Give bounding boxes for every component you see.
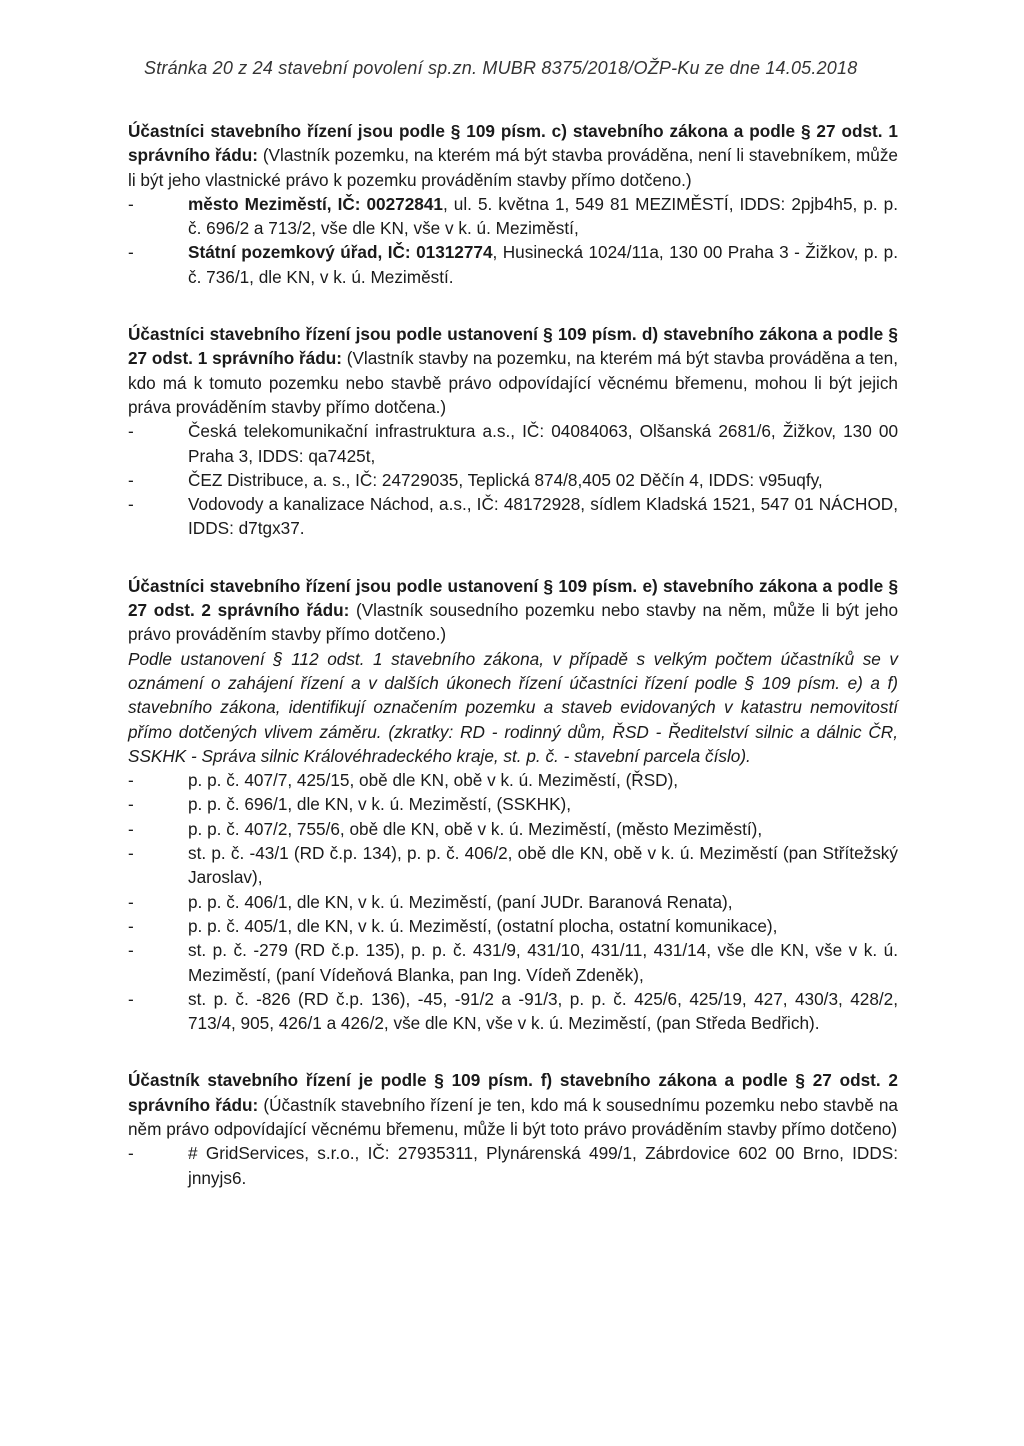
list-dash: - [128, 242, 134, 263]
section-heading-bold: Účastníci stavebního řízení jsou podle ustanovení § 109 písm. e) stavebního zákona a podle § 27 odst. 2 správního řádu: [128, 575, 898, 621]
section-heading [128, 119, 898, 192]
list-dash: - [128, 494, 134, 515]
section-heading [128, 1068, 898, 1141]
list-item-text: Vodovody a kanalizace Náchod, a.s., IČ: 48172928, sídlem Kladská 1521, 547 01 NÁCHOD, IDDS: d7tgx37. [188, 494, 898, 539]
list-dash: - [128, 469, 134, 490]
section-heading [128, 574, 898, 647]
list-item [128, 492, 898, 541]
list-dash: - [128, 770, 134, 791]
list-item-text: p. p. č. 407/2, 755/6, obě dle KN, obě v k. ú. Meziměstí, (město Meziměstí), [188, 818, 763, 839]
list-item-text: p. p. č. 407/7, 425/15, obě dle KN, obě v k. ú. Meziměstí, (ŘSD), [188, 770, 679, 791]
document-page [128, 58, 898, 1223]
list-item [128, 192, 898, 241]
section-participants-c [128, 119, 898, 289]
list-item-text: # GridServices, s.r.o., IČ: 27935311, Plynárenská 499/1, Zábrdovice 602 00 Brno, IDDS: jnnyjs6. [188, 1143, 898, 1188]
section-heading-bold: Účastník stavebního řízení je podle § 109 písm. f) stavebního zákona a podle § 27 odst. 2 správního řádu: [128, 1070, 898, 1115]
list-dash: - [128, 818, 134, 839]
list-dash: - [128, 891, 134, 912]
participant-list [128, 419, 898, 540]
list-item-text: Česká telekomunikační infrastruktura a.s., IČ: 04084063, Olšanská 2681/6, Žižkov, 130 00 Praha 3, IDDS: qa7425t, [188, 421, 898, 466]
list-dash: - [128, 421, 134, 442]
list-dash: - [128, 988, 134, 1009]
list-item [128, 240, 898, 289]
list-item [128, 890, 898, 914]
section-note: Podle ustanovení § 112 odst. 1 stavebního zákona, v případě s velkým počtem účastníků se v oznámení o zahájení řízení a v dalších úkonech řízení účastníci řízení podle § 109 písm. e) a f) stavebního zákona, identifikují označením pozemku a staveb evidovaných v katastru nemovitostí přímo dotčených vlivem záměru. (zkratky: RD - rodinný dům, ŘSD - Ředitelství silnic a dálnic ČR, SSKHK - Správa silnic Královéhradeckého kraje, st. p. č. - stavební parcela číslo). [128, 648, 898, 766]
list-item [128, 768, 898, 792]
list-item-text: ČEZ Distribuce, a. s., IČ: 24729035, Teplická 874/8,405 02 Děčín 4, IDDS: v95uqfy, [188, 469, 823, 490]
list-item [128, 987, 898, 1036]
list-item [128, 841, 898, 890]
parcel-list [128, 768, 898, 1035]
participant-name: město Meziměstí, IČ: 00272841 [188, 193, 443, 214]
section-participants-f [128, 1068, 898, 1189]
section-heading-text: (Vlastník pozemku, na kterém má být stavba prováděna, není li stavebníkem, může li být jeho vlastnické právo k pozemku prováděním stavby přímo dotčeno.) [128, 145, 898, 190]
list-item [128, 419, 898, 468]
section-heading [128, 322, 898, 419]
list-dash: - [128, 1143, 134, 1164]
list-dash: - [128, 940, 134, 961]
list-item-text: p. p. č. 405/1, dle KN, v k. ú. Meziměstí, (ostatní plocha, ostatní komunikace), [188, 915, 778, 936]
participant-details: , Husinecká 1024/11a, 130 00 Praha 3 - Žižkov, p. p. č. 736/1, dle KN, v k. ú. Meziměstí. [188, 242, 898, 287]
section-participants-d [128, 322, 898, 541]
list-item [128, 914, 898, 938]
list-item [128, 1141, 898, 1190]
section-heading-bold: Účastníci stavebního řízení jsou podle ustanovení § 109 písm. d) stavebního zákona a podle § 27 odst. 1 správního řádu: [128, 324, 898, 369]
section-heading-bold: Účastníci stavebního řízení jsou podle § 109 písm. c) stavebního zákona a podle § 27 odst. 1 správního řádu: [128, 121, 898, 166]
section-heading-text: (Účastník stavebního řízení je ten, kdo má k sousednímu pozemku nebo stavbě na něm právo odpovídající věcnému břemenu, může li být toto právo prováděním stavby přímo dotčeno) [128, 1094, 898, 1139]
participant-list [128, 1141, 898, 1190]
list-dash: - [128, 193, 134, 214]
list-item-text: p. p. č. 406/1, dle KN, v k. ú. Meziměstí, (paní JUDr. Baranová Renata), [188, 891, 733, 912]
list-dash: - [128, 794, 134, 815]
participant-details: , ul. 5. května 1, 549 81 MEZIMĚSTÍ, IDDS: 2pjb4h5, p. p. č. 696/2 a 713/2, vše dle KN, vše v k. ú. Meziměstí, [188, 193, 898, 239]
list-item-text: p. p. č. 696/1, dle KN, v k. ú. Meziměstí, (SSKHK), [188, 794, 572, 815]
list-item [128, 938, 898, 987]
list-dash: - [128, 915, 134, 936]
participant-name: Státní pozemkový úřad, IČ: 01312774 [188, 242, 493, 263]
section-participants-e [128, 574, 898, 1036]
section-heading-text: (Vlastník sousedního pozemku nebo stavby na něm, může li být jeho právo prováděním stavby přímo dotčeno.) [128, 600, 899, 645]
participant-list [128, 192, 898, 289]
page-header: Stránka 20 z 24 stavební povolení sp.zn. MUBR 8375/2018/OŽP-Ku ze dne 14.05.2018 [144, 58, 858, 78]
list-item-text: st. p. č. -279 (RD č.p. 135), p. p. č. 431/9, 431/10, 431/11, 431/14, vše dle KN, vše v k. ú. Meziměstí, (paní Vídeňová Blanka, pan Ing. Vídeň Zdeněk), [188, 940, 898, 985]
list-item [128, 468, 898, 492]
list-item [128, 792, 898, 816]
list-item [128, 817, 898, 841]
section-heading-text: (Vlastník stavby na pozemku, na kterém má být stavba prováděna a ten, kdo má k tomuto pozemku nebo stavbě právo odpovídající věcnému břemenu, mohou li být jejich práva prováděním stavby přímo dotčena.) [128, 348, 898, 417]
list-dash: - [128, 843, 134, 864]
list-item-text: st. p. č. -43/1 (RD č.p. 134), p. p. č. 406/2, obě dle KN, obě v k. ú. Meziměstí (pan Střítežský Jaroslav), [188, 843, 898, 888]
list-item-text: st. p. č. -826 (RD č.p. 136), -45, -91/2 a -91/3, p. p. č. 425/6, 425/19, 427, 430/3, 428/2, 713/4, 905, 426/1 a 426/2, vše dle KN, vše v k. ú. Meziměstí, (pan Středa Bedřich). [188, 988, 898, 1034]
